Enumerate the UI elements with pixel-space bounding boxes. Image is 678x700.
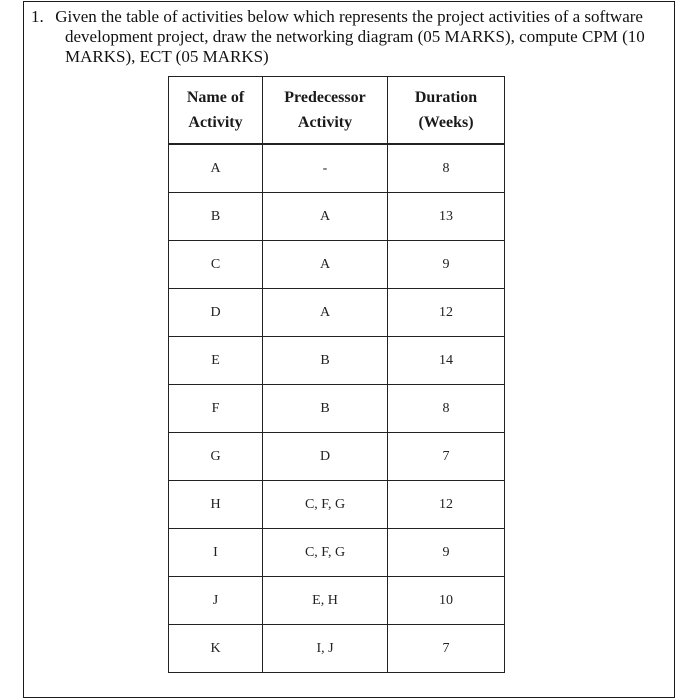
predecessor-cell: E, H: [263, 577, 388, 625]
predecessor-cell: A: [263, 241, 388, 289]
duration-cell: 10: [388, 577, 505, 625]
duration-cell: 7: [388, 625, 505, 673]
duration-cell: 7: [388, 433, 505, 481]
table-row: [169, 625, 505, 673]
header-predecessor-line-1: Predecessor: [284, 89, 366, 106]
question-line-3: MARKS), ECT (05 MARKS): [65, 47, 269, 66]
table-row: [169, 337, 505, 385]
activity-name-cell: B: [169, 193, 263, 241]
activity-table: [168, 76, 505, 673]
duration-cell: 12: [388, 289, 505, 337]
table-row: [169, 385, 505, 433]
table-row: [169, 241, 505, 289]
predecessor-cell: -: [263, 144, 388, 193]
predecessor-cell: C, F, G: [263, 481, 388, 529]
table-row: [169, 529, 505, 577]
header-predecessor-line-2: Activity: [297, 114, 353, 131]
activity-name-cell: A: [169, 144, 263, 193]
header-name-line-2: Activity: [188, 114, 243, 131]
table-row: [169, 144, 505, 193]
question-line-1-text: Given the table of activities below which represents the project activities of a software: [55, 7, 643, 26]
activity-name-cell: H: [169, 481, 263, 529]
table-row: [169, 193, 505, 241]
table-row: [169, 433, 505, 481]
predecessor-cell: B: [263, 385, 388, 433]
duration-cell: 13: [388, 193, 505, 241]
header-name-line-1: Name of: [186, 89, 245, 106]
question-number: 1.: [31, 7, 44, 26]
predecessor-cell: C, F, G: [263, 529, 388, 577]
header-duration-line-1: Duration: [414, 89, 478, 106]
table-header-row: [169, 77, 505, 145]
predecessor-cell: A: [263, 289, 388, 337]
question-line-1: [31, 7, 671, 27]
duration-cell: 9: [388, 529, 505, 577]
table-row: [169, 289, 505, 337]
activity-name-cell: G: [169, 433, 263, 481]
header-name-of-activity: [169, 77, 263, 145]
duration-cell: 8: [388, 144, 505, 193]
activity-name-cell: C: [169, 241, 263, 289]
duration-cell: 9: [388, 241, 505, 289]
activity-name-cell: E: [169, 337, 263, 385]
header-duration-weeks: [388, 77, 505, 145]
activity-name-cell: I: [169, 529, 263, 577]
duration-cell: 8: [388, 385, 505, 433]
activity-name-cell: J: [169, 577, 263, 625]
question-line-2: development project, draw the networking diagram (05 MARKS), compute CPM (10: [65, 27, 645, 46]
activity-name-cell: D: [169, 289, 263, 337]
activity-name-cell: F: [169, 385, 263, 433]
predecessor-cell: A: [263, 193, 388, 241]
header-predecessor-activity: [263, 77, 388, 145]
predecessor-cell: B: [263, 337, 388, 385]
predecessor-cell: I, J: [263, 625, 388, 673]
table-row: [169, 577, 505, 625]
table-row: [169, 481, 505, 529]
predecessor-cell: D: [263, 433, 388, 481]
duration-cell: 14: [388, 337, 505, 385]
header-duration-line-2: (Weeks): [418, 114, 474, 131]
duration-cell: 12: [388, 481, 505, 529]
question-text: [31, 7, 671, 67]
activity-name-cell: K: [169, 625, 263, 673]
